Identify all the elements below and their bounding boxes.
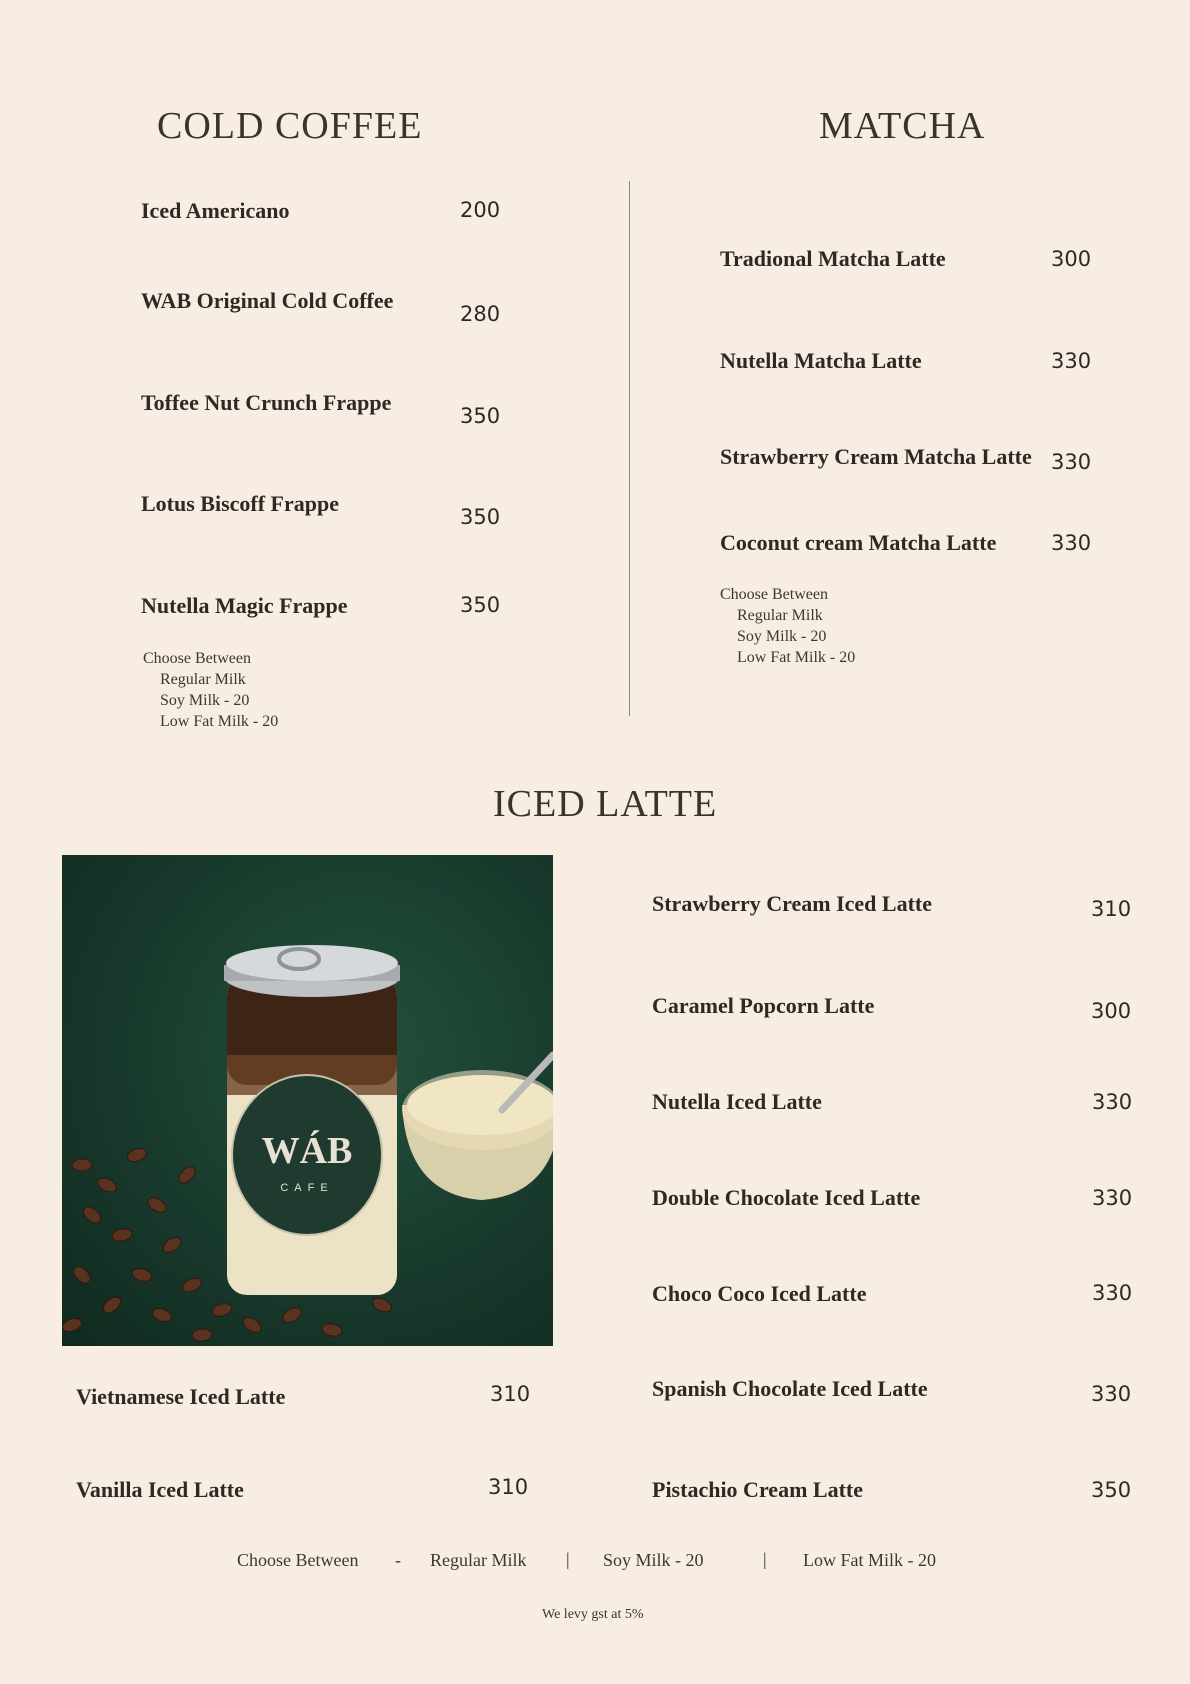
milk-option: Regular Milk [160,671,246,688]
footer-dash: - [395,1550,401,1570]
menu-item-name: Coconut cream Matcha Latte [720,530,997,555]
milk-choice-note [720,584,855,668]
menu-item-name: Tradional Matcha Latte [720,246,946,271]
menu-item-price: 280 [460,302,501,326]
menu-item-price: 310 [1091,897,1132,921]
menu-item-name: Nutella Magic Frappe [141,593,348,618]
menu-item-name: Strawberry Cream Matcha Latte [720,444,1032,469]
gst-note: We levy gst at 5% [542,1607,644,1622]
menu-item-name: Nutella Matcha Latte [720,348,922,373]
footer-separator: | [566,1549,570,1569]
menu-item-name: Lotus Biscoff Frappe [141,491,339,516]
iced-latte-title: ICED LATTE [493,783,718,825]
milk-choice-note [143,648,278,732]
footer-regular-milk: Regular Milk [430,1550,527,1570]
menu-item-name: Choco Coco Iced Latte [652,1281,867,1306]
footer-separator: | [763,1549,767,1569]
menu-item-price: 330 [1091,1382,1132,1406]
milk-option: Soy Milk - 20 [737,628,827,645]
menu-item-name: Double Chocolate Iced Latte [652,1185,921,1210]
can-logo-subtext: CAFE [280,1182,334,1194]
menu-item-price: 350 [1091,1478,1132,1502]
menu-item-name: Toffee Nut Crunch Frappe [141,390,392,415]
cold-coffee-title: COLD COFFEE [157,105,423,147]
menu-item-name: Spanish Chocolate Iced Latte [652,1376,928,1401]
menu-item-price: 330 [1092,1186,1133,1210]
can-logo-text: WÁB [261,1130,353,1172]
menu-item-price: 350 [460,404,501,428]
menu-item-price: 310 [488,1475,529,1499]
menu-item-price: 350 [460,593,501,617]
menu-item-name: WAB Original Cold Coffee [141,288,394,313]
menu-item-price: 300 [1091,999,1132,1023]
menu-item-name: Iced Americano [141,198,290,223]
menu-item-price: 330 [1051,349,1092,373]
latte-can-illustration [62,855,553,1346]
milk-option: Low Fat Milk - 20 [160,713,279,730]
footer-low-fat-milk: Low Fat Milk - 20 [803,1550,936,1570]
menu-item-price: 330 [1092,1090,1133,1114]
milk-option: Regular Milk [737,607,823,624]
menu-item-price: 330 [1092,1281,1133,1305]
menu-item-name: Vanilla Iced Latte [76,1477,244,1502]
menu-item-name: Pistachio Cream Latte [652,1477,863,1502]
menu-item-name: Nutella Iced Latte [652,1089,822,1114]
footer-soy-milk: Soy Milk - 20 [603,1550,704,1570]
menu-item-name: Caramel Popcorn Latte [652,993,875,1018]
column-divider [629,181,630,716]
menu-item-price: 310 [490,1382,531,1406]
milk-option: Soy Milk - 20 [160,692,250,709]
menu-item-price: 330 [1051,531,1092,555]
menu-item-price: 300 [1051,247,1092,271]
menu-item-price: 330 [1051,450,1092,474]
menu-item-name: Strawberry Cream Iced Latte [652,891,933,916]
matcha-title: MATCHA [819,105,986,147]
menu-item-price: 200 [460,198,501,222]
menu-item-name: Vietnamese Iced Latte [76,1384,286,1409]
milk-option: Low Fat Milk - 20 [737,649,856,666]
milk-choice-label: Choose Between [143,650,251,667]
menu-item-price: 350 [460,505,501,529]
product-photo [62,855,553,1346]
milk-choice-label: Choose Between [720,586,828,603]
footer-choose-label: Choose Between [237,1550,359,1570]
